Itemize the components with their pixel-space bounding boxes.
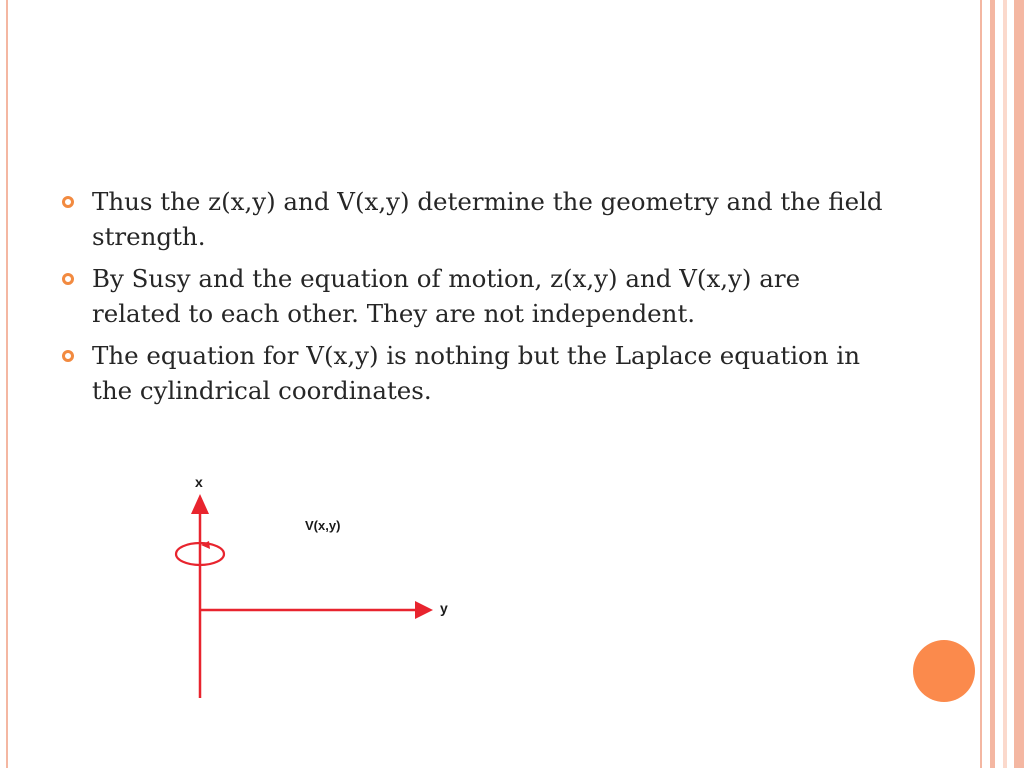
y-axis-arrowhead [415,601,433,619]
bullet-ring-icon [62,350,74,362]
bullet-item [60,184,890,254]
bullet-ring-icon [62,273,74,285]
bullet-text: By Susy and the equation of motion, z(x,y) and V(x,y) are related to each other. They are not independent. [92,264,801,328]
right-decorative-band [990,0,995,768]
x-axis-arrowhead [191,494,209,514]
bullet-item [60,261,890,331]
bullet-item [60,338,890,408]
y-axis-label: y [440,600,448,616]
right-decorative-band-2 [1003,0,1007,768]
bullet-text: Thus the z(x,y) and V(x,y) determine the geometry and the field strength. [92,187,883,251]
right-frame-line [980,0,982,768]
potential-label: V(x,y) [305,518,341,533]
bullet-text: The equation for V(x,y) is nothing but the Laplace equation in the cylindrical coordinates. [92,341,860,405]
bullet-ring-icon [62,196,74,208]
decorative-orange-circle [913,640,975,702]
cylindrical-axes-diagram [165,470,485,710]
left-frame-line [6,0,8,768]
x-axis-label: x [195,474,203,490]
right-decorative-band-3 [1014,0,1024,768]
bullet-list [60,184,890,415]
